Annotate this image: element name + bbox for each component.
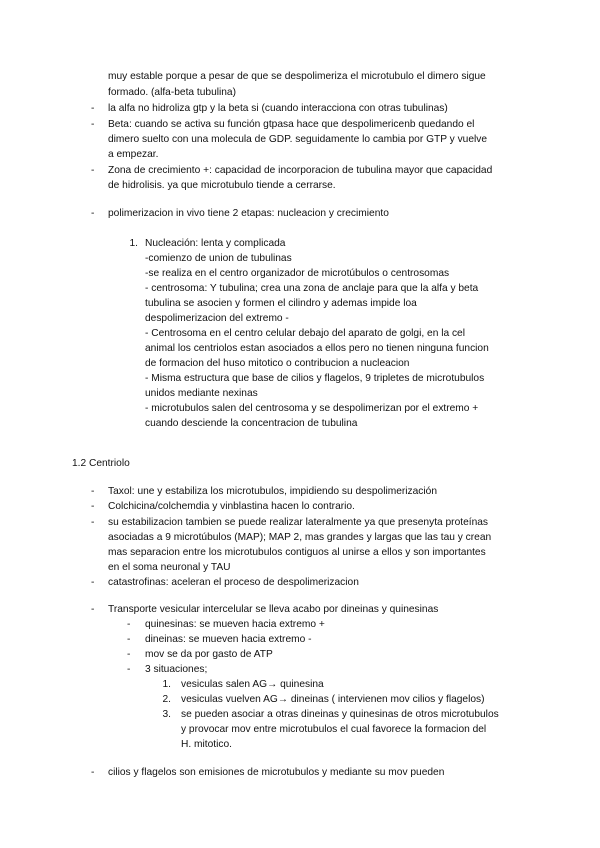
list-item: su estabilizacion tambien se puede realizar lateralmente ya que presenyta proteínas xyxy=(108,517,488,528)
list-item: Beta: cuando se activa su función gtpasa hace que despolimericenb quedando el xyxy=(108,119,475,130)
numbered-item-line: - microtubulos salen del centrosoma y se despolimerizan por el extremo + xyxy=(145,403,479,414)
bullet-dash: - xyxy=(91,604,95,615)
list-item: polimerizacion in vivo tiene 2 etapas: nucleacion y crecimiento xyxy=(108,208,389,219)
list-item-line: asociadas a 9 microtúbulos (MAP); MAP 2, mas grandes y largas que las tau y crean xyxy=(108,532,492,543)
bullet-dash: - xyxy=(91,767,95,778)
list-item: Zona de crecimiento +: capacidad de incorporacion de tubulina mayor que capacidad xyxy=(108,165,493,176)
list-item-line: a empezar. xyxy=(108,149,159,160)
list-item: Taxol: une y estabiliza los microtubulos, impidiendo su despolimerización xyxy=(108,486,437,497)
list-number: 2. xyxy=(162,694,171,705)
numbered-item-line: tubulina se asocien y formen el cilindro y ademas impide loa xyxy=(145,298,417,309)
numbered-item-line: animal los centriolos estan asociados a ellos pero no tienen ninguna funcion xyxy=(145,343,489,354)
list-number: 1. xyxy=(129,238,138,249)
numbered-item-line: despolimerizacion del extremo - xyxy=(145,313,289,324)
bullet-dash: - xyxy=(91,501,95,512)
list-item: cilios y flagelos son emisiones de microtubulos y mediante su mov pueden xyxy=(108,767,445,778)
bullet-dash: - xyxy=(91,103,95,114)
paragraph-line: formado. (alfa-beta tubulina) xyxy=(108,87,236,98)
list-item-line: de hidrolisis. ya que microtubulo tiende a cerrarse. xyxy=(108,180,336,191)
numbered-item-line: - Misma estructura que base de cilios y flagelos, 9 tripletes de microtubulos xyxy=(145,373,485,384)
numbered-item-line: - centrosoma: Y tubulina; crea una zona de anclaje para que la alfa y beta xyxy=(145,283,479,294)
sub-bullet-dash: - xyxy=(127,634,131,645)
bullet-dash: - xyxy=(91,577,95,588)
numbered-item-line: -se realiza en el centro organizador de microtúbulos o centrosomas xyxy=(145,268,450,279)
numbered-sub-item: vesiculas salen AG→ quinesina xyxy=(181,679,324,690)
bullet-dash: - xyxy=(91,119,95,130)
numbered-sub-item-line: H. mitotico. xyxy=(181,739,232,750)
list-number: 1. xyxy=(162,679,171,690)
numbered-item-line: unidos mediante nexinas xyxy=(145,388,258,399)
list-item-line: en el soma neuronal y TAU xyxy=(108,562,231,573)
sub-list-item: mov se da por gasto de ATP xyxy=(145,649,273,660)
list-number: 3. xyxy=(162,709,171,720)
numbered-sub-item: se pueden asociar a otras dineinas y quinesinas de otros microtubulos xyxy=(181,709,499,720)
sub-bullet-dash: - xyxy=(127,619,131,630)
list-item: catastrofinas: aceleran el proceso de despolimerizacion xyxy=(108,577,359,588)
sub-bullet-dash: - xyxy=(127,664,131,675)
list-item-line: dimero suelto con una molecula de GDP. seguidamente lo cambia por GTP y vuelve xyxy=(108,134,488,145)
bullet-dash: - xyxy=(91,165,95,176)
section-heading: 1.2 Centriolo xyxy=(72,458,130,469)
bullet-dash: - xyxy=(91,486,95,497)
numbered-item-line: - Centrosoma en el centro celular debajo del aparato de golgi, en la cel xyxy=(145,328,465,339)
sub-list-item: 3 situaciones; xyxy=(145,664,208,675)
list-item: Transporte vesicular intercelular se lleva acabo por dineinas y quinesinas xyxy=(108,604,439,615)
numbered-sub-item-line: y provocar mov entre microtubulos el cual favorece la formacion del xyxy=(181,724,487,735)
numbered-item: Nucleación: lenta y complicada xyxy=(145,238,286,249)
sub-list-item: dineinas: se mueven hacia extremo - xyxy=(145,634,312,645)
paragraph-line: muy estable porque a pesar de que se despolimeriza el microtubulo el dimero sigue xyxy=(108,71,486,82)
numbered-item-line: -comienzo de union de tubulinas xyxy=(145,253,292,264)
numbered-item-line: de formacion del huso mitotico o contribucion a nucleacion xyxy=(145,358,410,369)
numbered-item-line: cuando desciende la concentracion de tubulina xyxy=(145,418,358,429)
list-item-line: mas separacion entre los microtubulos contiguos al unirse a ellos y son importantes xyxy=(108,547,486,558)
sub-list-item: quinesinas: se mueven hacia extremo + xyxy=(145,619,325,630)
bullet-dash: - xyxy=(91,517,95,528)
sub-bullet-dash: - xyxy=(127,649,131,660)
list-item: Colchicina/colchemdia y vinblastina hacen lo contrario. xyxy=(108,501,355,512)
bullet-dash: - xyxy=(91,208,95,219)
numbered-sub-item: vesiculas vuelven AG→ dineinas ( intervienen mov cilios y flagelos) xyxy=(181,694,485,705)
list-item: la alfa no hidroliza gtp y la beta si (cuando interacciona con otras tubulinas) xyxy=(108,103,448,114)
